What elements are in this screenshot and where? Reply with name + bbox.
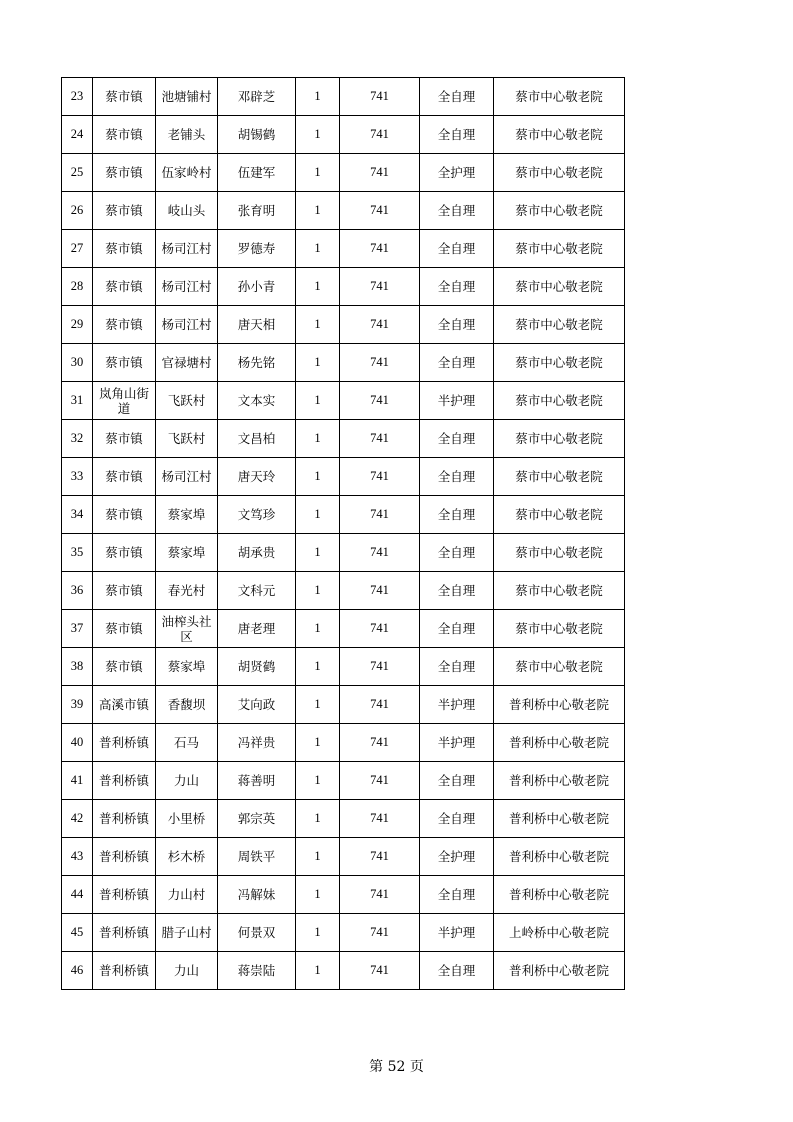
cell-serial-number: 40 [62, 724, 93, 762]
cell-care-level: 全自理 [420, 192, 494, 230]
cell-serial-number: 46 [62, 952, 93, 990]
cell-person-name: 杨先铭 [218, 344, 296, 382]
cell-count: 1 [296, 344, 340, 382]
cell-village: 春光村 [156, 572, 218, 610]
cell-nursing-home: 蔡市中心敬老院 [494, 420, 625, 458]
cell-nursing-home: 蔡市中心敬老院 [494, 192, 625, 230]
cell-person-name: 何景双 [218, 914, 296, 952]
cell-nursing-home: 普利桥中心敬老院 [494, 800, 625, 838]
cell-nursing-home: 蔡市中心敬老院 [494, 496, 625, 534]
cell-count: 1 [296, 572, 340, 610]
cell-person-name: 文科元 [218, 572, 296, 610]
cell-person-name: 胡贤鹤 [218, 648, 296, 686]
cell-serial-number: 27 [62, 230, 93, 268]
cell-amount: 741 [340, 838, 420, 876]
cell-person-name: 文本实 [218, 382, 296, 420]
cell-person-name: 唐老理 [218, 610, 296, 648]
cell-person-name: 艾向政 [218, 686, 296, 724]
cell-serial-number: 31 [62, 382, 93, 420]
cell-care-level: 全自理 [420, 648, 494, 686]
cell-count: 1 [296, 762, 340, 800]
cell-town: 普利桥镇 [93, 952, 156, 990]
cell-town: 蔡市镇 [93, 116, 156, 154]
cell-amount: 741 [340, 800, 420, 838]
cell-town: 蔡市镇 [93, 572, 156, 610]
cell-count: 1 [296, 420, 340, 458]
cell-person-name: 唐天相 [218, 306, 296, 344]
cell-nursing-home: 普利桥中心敬老院 [494, 952, 625, 990]
cell-care-level: 全护理 [420, 154, 494, 192]
cell-care-level: 全自理 [420, 344, 494, 382]
cell-serial-number: 42 [62, 800, 93, 838]
cell-serial-number: 26 [62, 192, 93, 230]
cell-village: 杨司江村 [156, 306, 218, 344]
cell-nursing-home: 上岭桥中心敬老院 [494, 914, 625, 952]
cell-amount: 741 [340, 496, 420, 534]
table-row [62, 344, 625, 382]
cell-count: 1 [296, 382, 340, 420]
cell-serial-number: 43 [62, 838, 93, 876]
cell-count: 1 [296, 230, 340, 268]
cell-town: 蔡市镇 [93, 496, 156, 534]
page-number: 第 52 页 [369, 1059, 424, 1075]
cell-town: 蔡市镇 [93, 610, 156, 648]
cell-village: 池塘铺村 [156, 78, 218, 116]
cell-person-name: 邓辟芝 [218, 78, 296, 116]
cell-serial-number: 44 [62, 876, 93, 914]
table-row [62, 838, 625, 876]
cell-care-level: 全自理 [420, 762, 494, 800]
cell-amount: 741 [340, 952, 420, 990]
cell-person-name: 蒋善明 [218, 762, 296, 800]
cell-count: 1 [296, 800, 340, 838]
cell-person-name: 郭宗英 [218, 800, 296, 838]
cell-amount: 741 [340, 306, 420, 344]
cell-amount: 741 [340, 610, 420, 648]
cell-care-level: 全自理 [420, 534, 494, 572]
cell-nursing-home: 蔡市中心敬老院 [494, 572, 625, 610]
cell-nursing-home: 蔡市中心敬老院 [494, 230, 625, 268]
cell-care-level: 全自理 [420, 420, 494, 458]
cell-amount: 741 [340, 420, 420, 458]
cell-count: 1 [296, 876, 340, 914]
cell-town: 高溪市镇 [93, 686, 156, 724]
cell-serial-number: 39 [62, 686, 93, 724]
cell-amount: 741 [340, 914, 420, 952]
cell-serial-number: 23 [62, 78, 93, 116]
cell-town: 普利桥镇 [93, 724, 156, 762]
table-row [62, 420, 625, 458]
cell-village: 飞跃村 [156, 382, 218, 420]
cell-care-level: 全自理 [420, 572, 494, 610]
table-row [62, 458, 625, 496]
table-row [62, 534, 625, 572]
cell-amount: 741 [340, 230, 420, 268]
cell-amount: 741 [340, 534, 420, 572]
cell-village: 官禄塘村 [156, 344, 218, 382]
cell-count: 1 [296, 724, 340, 762]
cell-serial-number: 32 [62, 420, 93, 458]
cell-count: 1 [296, 914, 340, 952]
cell-nursing-home: 普利桥中心敬老院 [494, 876, 625, 914]
table-row [62, 496, 625, 534]
table-row [62, 192, 625, 230]
cell-amount: 741 [340, 192, 420, 230]
cell-serial-number: 28 [62, 268, 93, 306]
cell-nursing-home: 蔡市中心敬老院 [494, 78, 625, 116]
cell-town: 普利桥镇 [93, 800, 156, 838]
cell-count: 1 [296, 78, 340, 116]
cell-village: 蔡家埠 [156, 534, 218, 572]
roster-table [61, 77, 625, 990]
cell-nursing-home: 蔡市中心敬老院 [494, 648, 625, 686]
cell-count: 1 [296, 496, 340, 534]
cell-care-level: 全自理 [420, 268, 494, 306]
cell-village: 飞跃村 [156, 420, 218, 458]
cell-count: 1 [296, 458, 340, 496]
cell-serial-number: 24 [62, 116, 93, 154]
table-row [62, 610, 625, 648]
cell-serial-number: 33 [62, 458, 93, 496]
cell-nursing-home: 蔡市中心敬老院 [494, 116, 625, 154]
cell-village: 杨司江村 [156, 268, 218, 306]
cell-care-level: 全自理 [420, 876, 494, 914]
cell-care-level: 全自理 [420, 610, 494, 648]
cell-serial-number: 34 [62, 496, 93, 534]
cell-nursing-home: 蔡市中心敬老院 [494, 344, 625, 382]
table-row [62, 230, 625, 268]
cell-person-name: 冯解妹 [218, 876, 296, 914]
cell-care-level: 全自理 [420, 800, 494, 838]
cell-serial-number: 36 [62, 572, 93, 610]
cell-town: 普利桥镇 [93, 838, 156, 876]
cell-count: 1 [296, 648, 340, 686]
cell-serial-number: 25 [62, 154, 93, 192]
cell-person-name: 周铁平 [218, 838, 296, 876]
cell-amount: 741 [340, 268, 420, 306]
cell-care-level: 全自理 [420, 116, 494, 154]
cell-amount: 741 [340, 116, 420, 154]
cell-count: 1 [296, 686, 340, 724]
cell-town: 普利桥镇 [93, 876, 156, 914]
cell-nursing-home: 蔡市中心敬老院 [494, 382, 625, 420]
cell-serial-number: 41 [62, 762, 93, 800]
cell-town: 蔡市镇 [93, 648, 156, 686]
cell-person-name: 唐天玲 [218, 458, 296, 496]
table-row [62, 952, 625, 990]
cell-village: 蔡家埠 [156, 496, 218, 534]
cell-person-name: 罗德寿 [218, 230, 296, 268]
cell-care-level: 全自理 [420, 230, 494, 268]
table-row [62, 800, 625, 838]
cell-town: 蔡市镇 [93, 192, 156, 230]
cell-amount: 741 [340, 762, 420, 800]
cell-count: 1 [296, 116, 340, 154]
cell-nursing-home: 蔡市中心敬老院 [494, 610, 625, 648]
cell-serial-number: 30 [62, 344, 93, 382]
table-row [62, 724, 625, 762]
cell-town: 蔡市镇 [93, 420, 156, 458]
cell-care-level: 半护理 [420, 686, 494, 724]
cell-town: 岚角山街道 [93, 382, 156, 420]
cell-village: 杉木桥 [156, 838, 218, 876]
cell-village: 石马 [156, 724, 218, 762]
cell-care-level: 半护理 [420, 724, 494, 762]
cell-count: 1 [296, 838, 340, 876]
cell-amount: 741 [340, 154, 420, 192]
cell-care-level: 全自理 [420, 952, 494, 990]
cell-person-name: 冯祥贵 [218, 724, 296, 762]
cell-count: 1 [296, 268, 340, 306]
cell-village: 岐山头 [156, 192, 218, 230]
table-row [62, 154, 625, 192]
cell-serial-number: 45 [62, 914, 93, 952]
cell-care-level: 半护理 [420, 382, 494, 420]
cell-town: 普利桥镇 [93, 762, 156, 800]
cell-village: 香馥坝 [156, 686, 218, 724]
table-row [62, 268, 625, 306]
table-row [62, 762, 625, 800]
cell-nursing-home: 蔡市中心敬老院 [494, 534, 625, 572]
cell-village: 老铺头 [156, 116, 218, 154]
cell-person-name: 孙小青 [218, 268, 296, 306]
cell-serial-number: 29 [62, 306, 93, 344]
cell-serial-number: 35 [62, 534, 93, 572]
cell-person-name: 胡承贵 [218, 534, 296, 572]
cell-town: 蔡市镇 [93, 230, 156, 268]
table-row [62, 876, 625, 914]
table-row [62, 78, 625, 116]
cell-amount: 741 [340, 648, 420, 686]
cell-village: 力山村 [156, 876, 218, 914]
cell-town: 蔡市镇 [93, 534, 156, 572]
cell-town: 蔡市镇 [93, 268, 156, 306]
table-row [62, 572, 625, 610]
cell-person-name: 文昌柏 [218, 420, 296, 458]
cell-person-name: 胡锡鹤 [218, 116, 296, 154]
cell-count: 1 [296, 952, 340, 990]
roster-table-body [62, 78, 625, 990]
cell-person-name: 张育明 [218, 192, 296, 230]
cell-serial-number: 38 [62, 648, 93, 686]
cell-town: 蔡市镇 [93, 306, 156, 344]
cell-nursing-home: 普利桥中心敬老院 [494, 838, 625, 876]
cell-town: 蔡市镇 [93, 154, 156, 192]
cell-town: 蔡市镇 [93, 458, 156, 496]
cell-count: 1 [296, 610, 340, 648]
cell-person-name: 蒋崇陆 [218, 952, 296, 990]
cell-nursing-home: 蔡市中心敬老院 [494, 458, 625, 496]
cell-village: 力山 [156, 762, 218, 800]
table-row [62, 306, 625, 344]
cell-care-level: 全自理 [420, 458, 494, 496]
cell-nursing-home: 蔡市中心敬老院 [494, 268, 625, 306]
cell-nursing-home: 普利桥中心敬老院 [494, 686, 625, 724]
cell-town: 蔡市镇 [93, 78, 156, 116]
cell-village: 力山 [156, 952, 218, 990]
cell-amount: 741 [340, 382, 420, 420]
cell-nursing-home: 普利桥中心敬老院 [494, 724, 625, 762]
cell-amount: 741 [340, 724, 420, 762]
cell-village: 杨司江村 [156, 458, 218, 496]
cell-village: 杨司江村 [156, 230, 218, 268]
cell-care-level: 全自理 [420, 78, 494, 116]
table-row [62, 116, 625, 154]
cell-nursing-home: 蔡市中心敬老院 [494, 306, 625, 344]
cell-count: 1 [296, 306, 340, 344]
cell-care-level: 全自理 [420, 496, 494, 534]
cell-town: 普利桥镇 [93, 914, 156, 952]
cell-amount: 741 [340, 78, 420, 116]
cell-village: 蔡家埠 [156, 648, 218, 686]
cell-amount: 741 [340, 344, 420, 382]
cell-care-level: 全自理 [420, 306, 494, 344]
cell-amount: 741 [340, 572, 420, 610]
cell-count: 1 [296, 192, 340, 230]
cell-care-level: 全护理 [420, 838, 494, 876]
cell-count: 1 [296, 154, 340, 192]
cell-amount: 741 [340, 876, 420, 914]
cell-amount: 741 [340, 458, 420, 496]
table-row [62, 914, 625, 952]
table-row [62, 648, 625, 686]
cell-count: 1 [296, 534, 340, 572]
cell-serial-number: 37 [62, 610, 93, 648]
cell-person-name: 文笃珍 [218, 496, 296, 534]
cell-village: 油榨头社区 [156, 610, 218, 648]
cell-nursing-home: 蔡市中心敬老院 [494, 154, 625, 192]
cell-village: 小里桥 [156, 800, 218, 838]
cell-village: 伍家岭村 [156, 154, 218, 192]
cell-person-name: 伍建军 [218, 154, 296, 192]
cell-nursing-home: 普利桥中心敬老院 [494, 762, 625, 800]
table-row [62, 686, 625, 724]
cell-care-level: 半护理 [420, 914, 494, 952]
cell-amount: 741 [340, 686, 420, 724]
cell-village: 腊子山村 [156, 914, 218, 952]
cell-town: 蔡市镇 [93, 344, 156, 382]
table-row [62, 382, 625, 420]
